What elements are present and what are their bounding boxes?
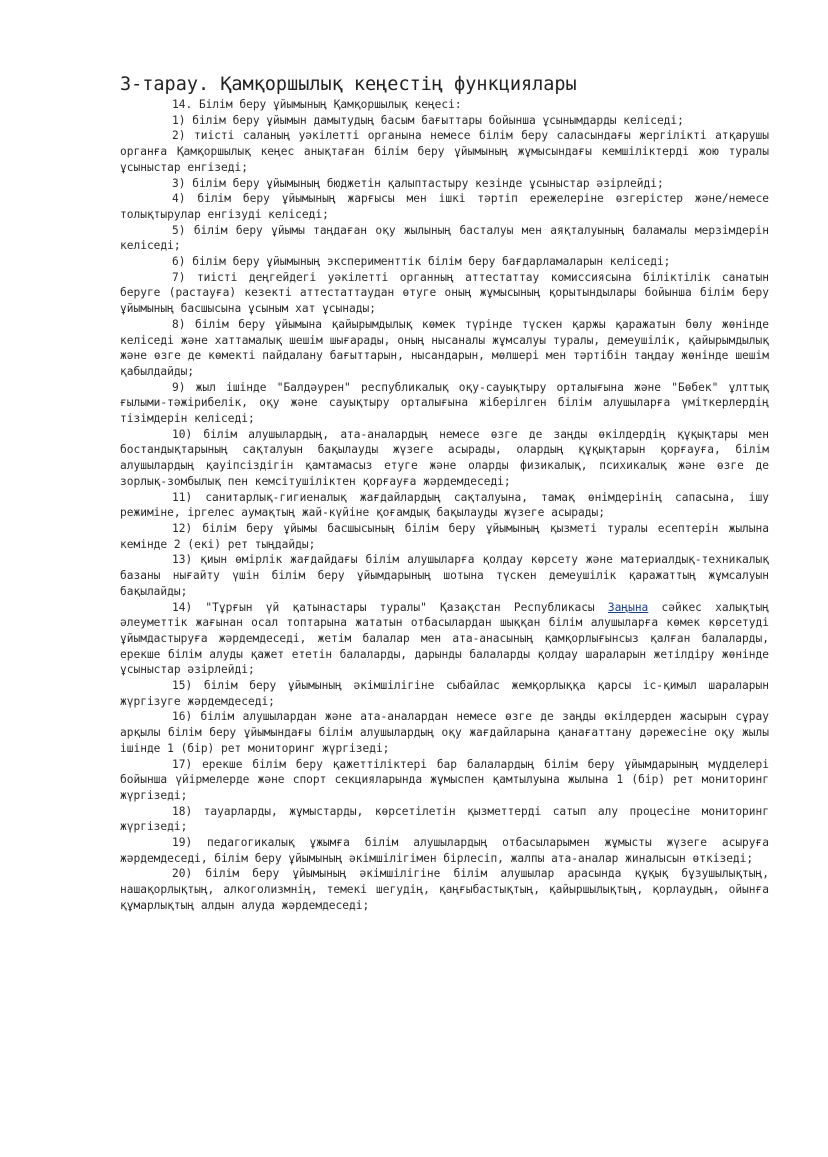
- list-item-8: 8) білім беру ұйымына қайырымдылық көмек түрінде түскен қаржы қаражатын бөлу жөнінде келіседі және хаттамалық шешім шығарады, оның нысаналы жұмсалуы туралы, демеушілік, қайырымдылық және өзге де көмекті пайдалану бағыттарын, нысандарын, мөлшері мен тәртібін таңдау жөнінде шешім қабылдайды;: [120, 317, 769, 378]
- list-item-13: 13) қиын өмірлік жағдайдағы білім алушыларға қолдау көрсету және материалдық-техникалық базаны нығайту үшін білім беру ұйымдарының шотына түскен демеушілік қаражаттың жұмсалуын бақылайды;: [120, 553, 769, 598]
- list-item-15: 15) білім беру ұйымының әкімшілігіне сыбайлас жемқорлыққа қарсы іс-қимыл шараларын жүргізуге жәрдемдеседі;: [120, 679, 769, 708]
- list-item-16: 16) білім алушылардан және ата-аналардан немесе өзге де заңды өкілдерден жасырын сұрау арқылы білім беру ұйымындағы білім алушылардың оқу жағдайларына қанағаттану дәрежесіне оқу жылы ішінде 1 (бір) рет мониторинг жүргізеді;: [120, 710, 769, 755]
- list-item-7: 7) тиісті деңгейдегі уәкілетті органның аттестаттау комиссиясына біліктілік санатын беруге (растауға) кезекті аттестаттаудан өтуге оның жұмысының қорытындылары бойынша білім беру ұйымының басшысына ұсыным хат ұсынады;: [120, 270, 769, 316]
- list-item-14-before: 14) "Тұрғын үй қатынастары туралы" Қазақстан Республикасы: [172, 600, 595, 614]
- document-page: [120, 72, 769, 914]
- list-item-3: 3) білім беру ұйымының бюджетін қалыптастыру кезінде ұсыныстар әзірлейді;: [172, 176, 664, 190]
- list-item-4: 4) білім беру ұйымының жарғысы мен ішкі тәртіп ережелеріне өзгерістер және/немесе толықтырулар енгізуді келіседі;: [120, 192, 769, 221]
- list-item-20: 20) білім беру ұйымының әкімшілігіне білім алушылар арасында құқық бұзушылықтың, нашақорлықтың, алкоголизмнің, темекі шегудің, қаңғыбастықтың, қайыршылықтың, қорлаудың, ойынға құмарлықтың алдын алуда жәрдемдеседі;: [120, 867, 769, 912]
- list-item-11: 11) санитарлық-гигиеналық жағдайлардың сақталуына, тамақ өнімдерінің сапасына, ішу режиміне, іргелес аумақтың жай-күйіне қоғамдық бақылауды жүзеге асырады;: [120, 490, 769, 520]
- law-link[interactable]: Заңына: [607, 600, 649, 614]
- clause-intro: 14. Білім беру ұйымының Қамқоршылық кеңесі:: [172, 98, 462, 111]
- list-item-2: 2) тиісті саланың уәкілетті органына немесе білім беру саласындағы жергілікті атқарушы органға Қамқоршылық кеңес анықтаған білім беру ұйымының жұмысындағы кемшіліктерді жою туралы ұсыныстар енгізеді;: [120, 129, 769, 174]
- chapter-heading: 3-тарау. Қамқоршылық кеңестің функциялары: [120, 74, 577, 95]
- list-item-6: 6) білім беру ұйымының эксперименттік білім беру бағдарламаларын келіседі;: [172, 255, 671, 269]
- list-item-19: 19) педагогикалық ұжымға білім алушылардың отбасыларымен жұмысты жүзеге асыруға жәрдемдеседі, білім беру ұйымының әкімшілігімен бірлесіп, жалпы ата-аналар жиналысын өткізеді;: [120, 836, 769, 865]
- list-item-1: 1) білім беру ұйымын дамытудың басым бағыттары бойынша ұсынымдарды келіседі;: [172, 113, 684, 127]
- list-item-18: 18) тауарларды, жұмыстарды, көрсетілетін қызметтерді сатып алу процесіне мониторинг жүргізеді;: [120, 804, 769, 834]
- list-item-10: 10) білім алушылардың, ата-аналардың немесе өзге де заңды өкілдердің құқықтары мен бостандықтарының сақталуын бақылауды жүзеге асырады, олардың құқықтарын қорғауға, білім алушылардың қауіпсіздігін қамтамасыз етуге және оларды физикалық, психикалық және өзге де зорлық-зомбылық пен кемсітушіліктен қорғауға жәрдемдеседі;: [120, 427, 769, 488]
- list-item-17: 17) ерекше білім беру қажеттіліктері бар балалардың білім беру ұйымдарының мүдделері бойынша үйірмелерде және спорт секцияларында жұмыспен қамтылуына жылына 1 (бір) рет мониторинг жүргізеді;: [120, 757, 769, 802]
- list-item-5: 5) білім беру ұйымы таңдаған оқу жылының басталуы мен аяқталуының баламалы мерзімдерін келіседі;: [120, 223, 769, 253]
- list-item-14: [120, 600, 769, 679]
- list-item-14-after: сәйкес халықтың әлеуметтік жағынан осал топтарына жататын отбасылардан шыққан білім алушыларға көмек көрсетуді ұйымдастыруға жәрдемдеседі, жетім балалар мен ата-анасының қамқорлығынсыз қалған балаларды, ерекше білім алуды қажет ететін балаларды, дарынды балаларды қолдау шараларын жетілдіру жөнінде ұсыныстар әзірлейді;: [120, 600, 769, 677]
- list-item-9: 9) жыл ішінде "Балдәурен" республикалық оқу-сауықтыру орталығына және "Бөбек" ұлттық ғылыми-тәжірибелік, оқу және сауықтыру орталығына жіберілген білім алушыларға үміткерлердің тізімдерін келіседі;: [120, 380, 769, 426]
- list-item-12: 12) білім беру ұйымы басшысының білім беру ұйымының қызметі туралы есептерін жылына кемінде 2 (екі) рет тыңдайды;: [120, 521, 769, 551]
